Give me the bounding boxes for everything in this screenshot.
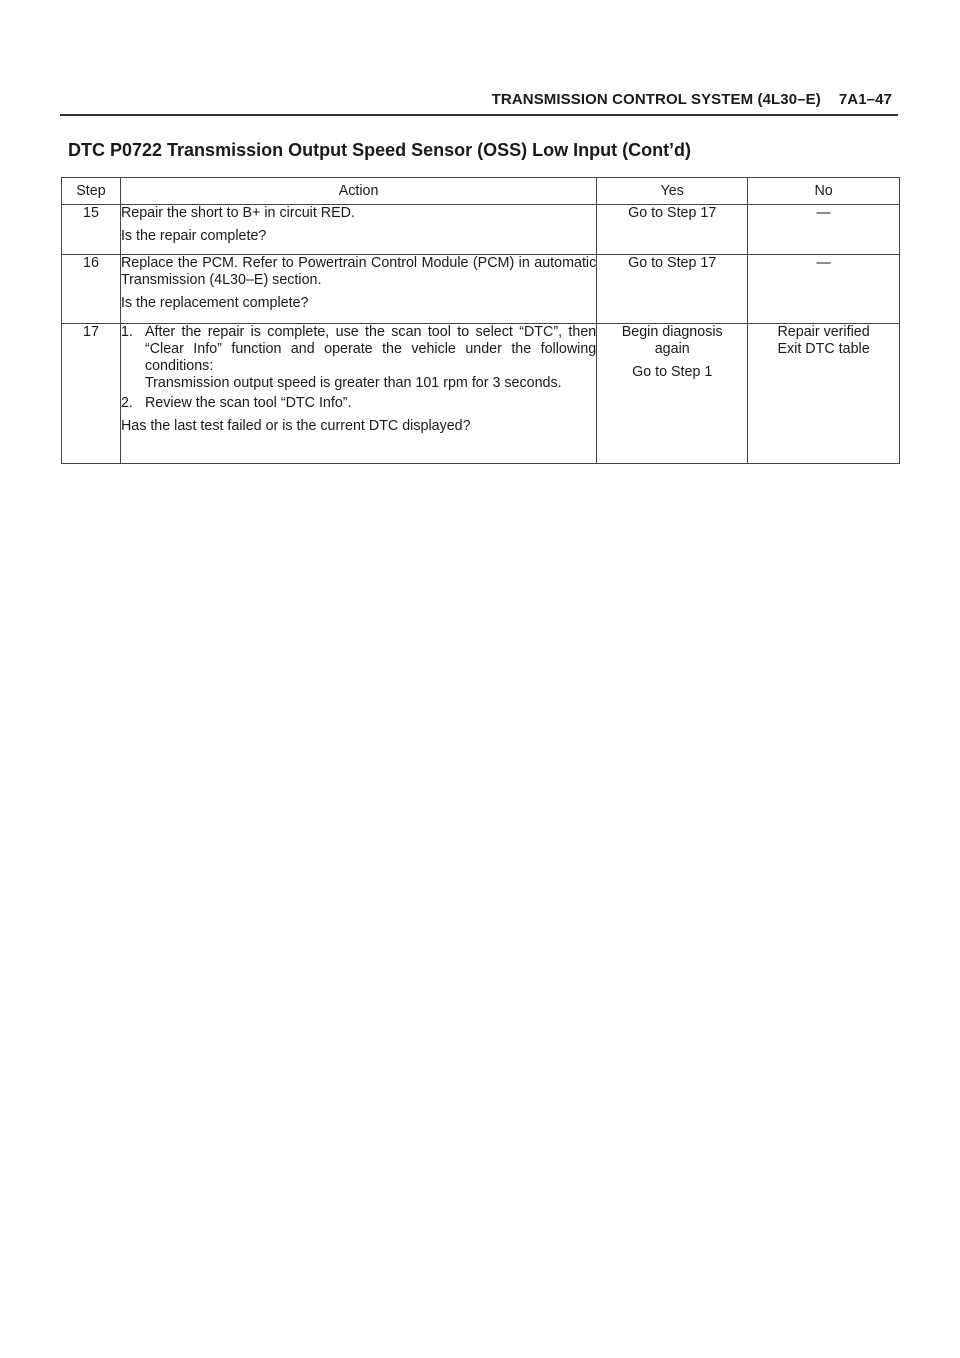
header-section-title: TRANSMISSION CONTROL SYSTEM (4L30–E) <box>491 91 821 108</box>
yes-cell <box>597 324 748 464</box>
column-header-no: No <box>748 178 900 205</box>
no-result: — <box>816 255 831 271</box>
list-item-number: 2. <box>120 395 133 411</box>
action-instruction: Repair the short to B+ in circuit RED. <box>120 205 355 221</box>
action-question: Is the replacement complete? <box>120 295 309 311</box>
yes-result: Go to Step 17 <box>628 205 717 221</box>
list-item-condition: Transmission output speed is greater than 101 rpm for 3 seconds. <box>144 375 562 391</box>
action-cell <box>120 324 596 464</box>
header-page-number: 7A1–47 <box>838 91 892 108</box>
list-item-text <box>145 324 596 392</box>
step-number: 17 <box>62 324 121 464</box>
table-header-row <box>62 178 900 205</box>
no-result-line2: Exit DTC table <box>777 341 870 357</box>
list-item-instruction: After the repair is complete, use the scan tool to select “DTC”, then “Clear Info” function and operate the vehicle under the following conditions: <box>144 324 597 374</box>
step-number: 16 <box>62 255 121 324</box>
document-title: DTC P0722 Transmission Output Speed Sensor (OSS) Low Input (Cont’d) <box>68 140 692 160</box>
step-number: 15 <box>62 205 121 255</box>
action-cell <box>120 205 596 255</box>
header-text <box>492 91 892 108</box>
action-list-item <box>121 395 596 412</box>
column-header-action: Action <box>120 178 596 205</box>
no-cell <box>748 205 900 255</box>
page-header <box>60 86 898 116</box>
yes-result: Go to Step 17 <box>628 255 717 271</box>
action-question: Is the repair complete? <box>120 228 267 244</box>
yes-result-line1: Begin diagnosis again <box>621 324 723 357</box>
action-question: Has the last test failed or is the current DTC displayed? <box>120 418 471 434</box>
table-row <box>62 205 900 255</box>
yes-result-line2: Go to Step 1 <box>632 364 713 380</box>
table-row <box>62 324 900 464</box>
table-row <box>62 255 900 324</box>
no-cell <box>748 324 900 464</box>
action-instruction: Replace the PCM. Refer to Powertrain Control Module (PCM) in automatic Transmission (4L30–E) section. <box>120 255 597 288</box>
column-header-yes: Yes <box>597 178 748 205</box>
yes-cell <box>597 255 748 324</box>
no-result: — <box>816 205 831 221</box>
action-list-item <box>121 324 596 392</box>
no-result-line1: Repair verified <box>777 324 870 340</box>
yes-cell <box>597 205 748 255</box>
no-cell <box>748 255 900 324</box>
dtc-diagnostic-table <box>61 177 900 464</box>
column-header-step: Step <box>62 178 121 205</box>
action-cell <box>120 255 596 324</box>
list-item-number: 1. <box>120 324 133 340</box>
list-item-text: Review the scan tool “DTC Info”. <box>144 395 352 411</box>
